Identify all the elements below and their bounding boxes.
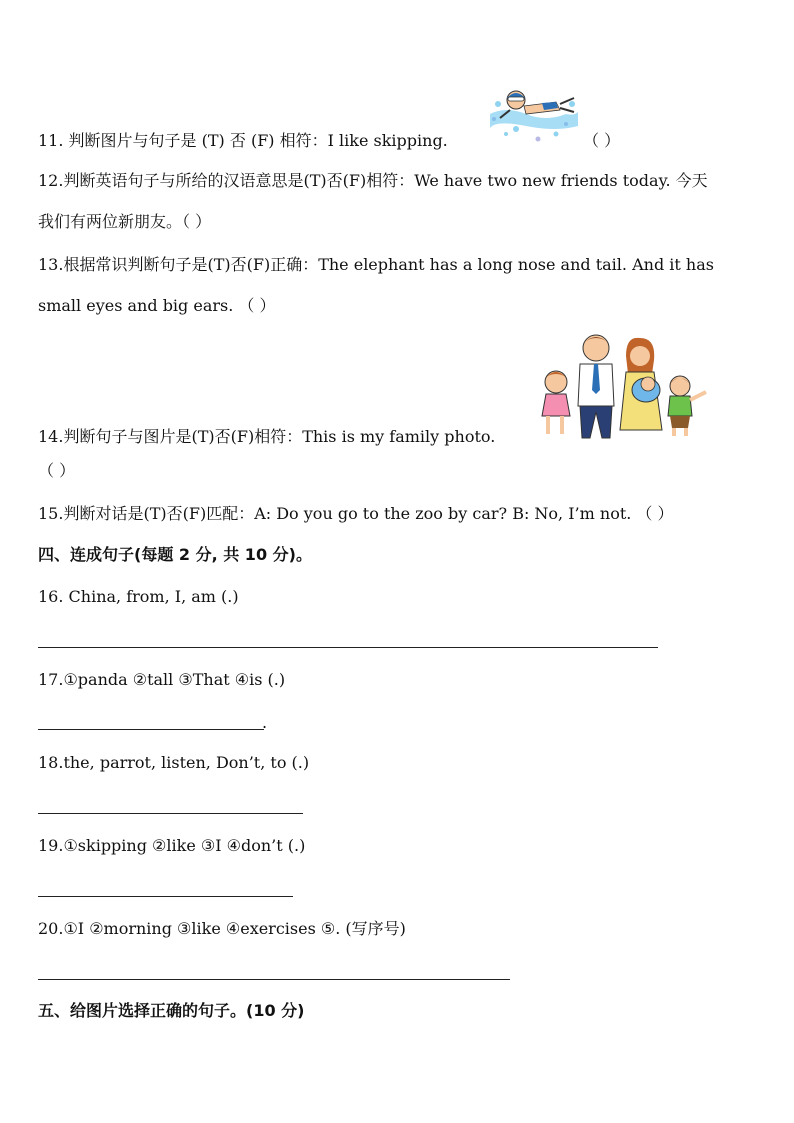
question-20: 20.①I ②morning ③like ④exercises ⑤. (写序号): [38, 919, 406, 938]
question-15: 15.判断对话是(T)否(F)匹配：A: Do you go to the zoo by car? B: No, I’m not. （ ）: [38, 504, 674, 523]
section-4-heading: 四、连成句子(每题 2 分, 共 10 分)。: [38, 545, 312, 564]
question-11-answer-paren[interactable]: （ ）: [583, 131, 621, 150]
answer-line-20[interactable]: [38, 979, 510, 980]
section-5-heading: 五、给图片选择正确的句子。(10 分): [38, 1001, 305, 1020]
question-13-line-2: small eyes and big ears. （ ）: [38, 296, 276, 315]
answer-line-16[interactable]: [38, 647, 658, 648]
answer-line-17-period: .: [262, 713, 268, 732]
swimmer-image: [486, 84, 580, 146]
answer-line-19[interactable]: [38, 896, 293, 897]
question-12-line-2: 我们有两位新朋友。（ ）: [38, 212, 212, 231]
question-11-text: 11. 判断图片与句子是 (T) 否 (F) 相符：I like skipping.: [38, 131, 448, 150]
answer-line-17[interactable]: [38, 729, 264, 730]
question-16: 16. China, from, I, am (.): [38, 587, 239, 606]
question-11: [38, 131, 448, 151]
question-18: 18.the, parrot, listen, Don’t, to (.): [38, 753, 310, 772]
question-14: 14.判断句子与图片是(T)否(F)相符：This is my family photo.: [38, 427, 496, 446]
question-12-line-1: 12.判断英语句子与所给的汉语意思是(T)否(F)相符：We have two new friends today. 今天: [38, 171, 708, 190]
question-19: 19.①skipping ②like ③I ④don’t (.): [38, 836, 306, 855]
question-13-line-1: 13.根据常识判断句子是(T)否(F)正确：The elephant has a long nose and tail. And it has: [38, 255, 714, 274]
question-17: 17.①panda ②tall ③That ④is (.): [38, 670, 286, 689]
question-14-answer-paren[interactable]: （ ）: [38, 461, 76, 480]
family-image: [534, 330, 714, 442]
answer-line-18[interactable]: [38, 813, 303, 814]
